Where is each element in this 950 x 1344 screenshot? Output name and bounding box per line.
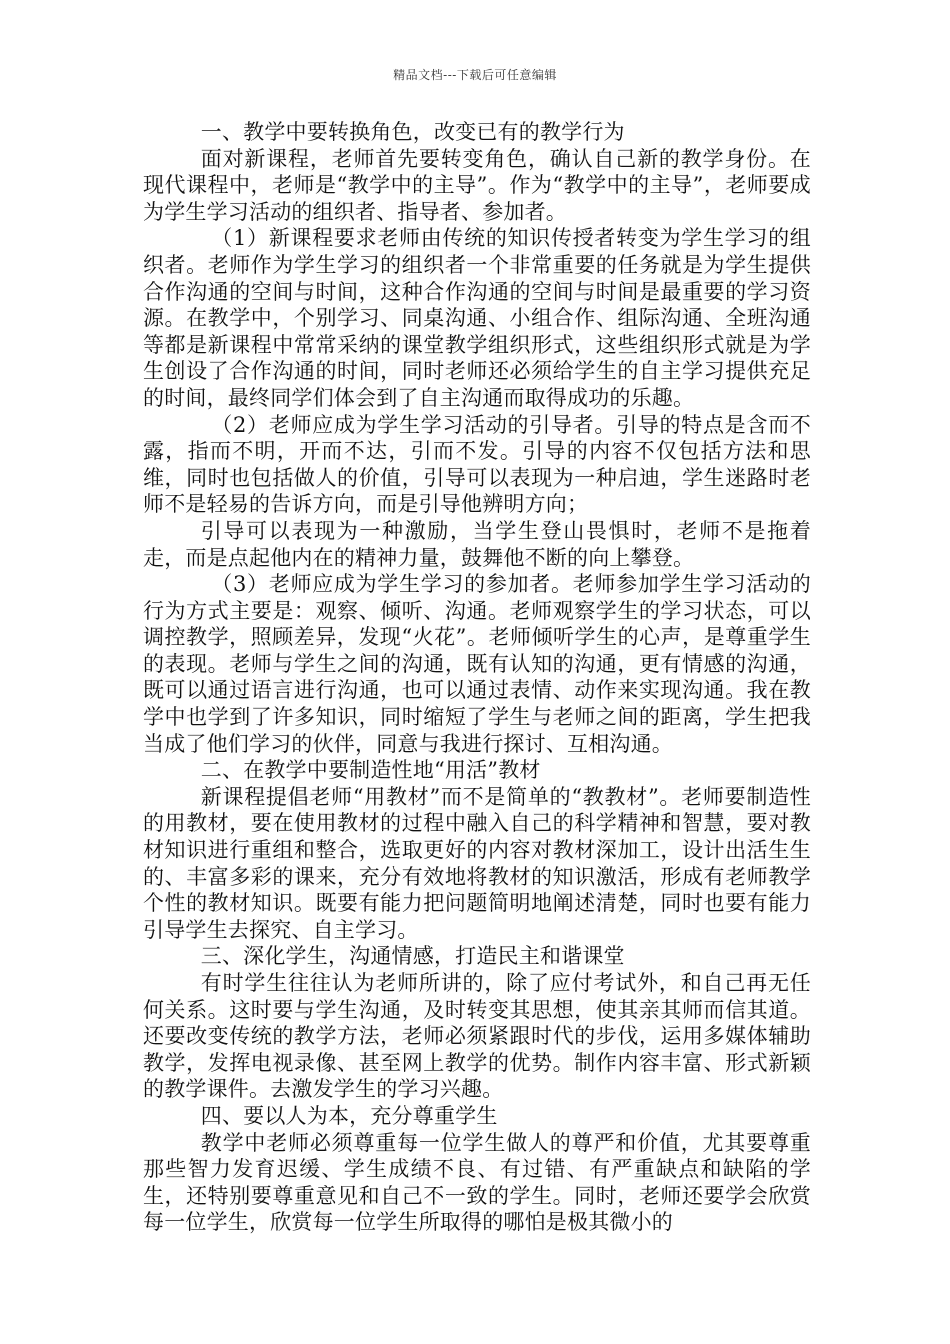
section-heading-2: 二、在教学中要制造性地“用活”教材 xyxy=(200,758,541,783)
section-heading-3: 三、深化学生，沟通情感，打造民主和谐课堂 xyxy=(200,944,625,969)
section-heading-4: 四、要以人为本，充分尊重学生 xyxy=(200,1103,498,1128)
paragraph-textbook: 新课程提倡老师“用教材”而不是简单的“教教材”。老师要制造性的用教材，要在使用教材的过程中融入自己的科学精神和智慧，要对教材知识进行重组和整合，选取更好的内容对教材深加工，设计出活生生的、丰富多彩的课来，充分有效地将教材的知识激活，形成有老师教学个性的教材知识。既要有能力把问题简明地阐述清楚，同时也要有能力引导学生去探究、自主学习。 xyxy=(143,784,811,942)
document-body xyxy=(143,119,811,1236)
page-header: 精品文档---下载后可任意编辑 xyxy=(393,68,557,82)
paragraph-intro: 面对新课程，老师首先要转变角色，确认自己新的教学身份。在现代课程中，老师是“教学中的主导”。作为“教学中的主导”，老师要成为学生学习活动的组织者、指导者、参加者。 xyxy=(143,146,811,224)
section-heading-1: 一、教学中要转换角色，改变已有的教学行为 xyxy=(200,120,625,144)
paragraph-respect: 教学中老师必须尊重每一位学生做人的尊严和价值，尤其要尊重那些智力发育迟缓、学生成绩不良、有过错、有严重缺点和缺陷的学生，还特别要尊重意见和自己不一致的学生。同时，老师还要学会欣赏每一位学生，欣赏每一位学生所取得的哪怕是极其微小的 xyxy=(143,1130,811,1235)
paragraph-guide-continued: 引导可以表现为一种激励，当学生登山畏惧时，老师不是拖着走，而是点起他内在的精神力量，鼓舞他不断的向上攀登。 xyxy=(143,518,811,570)
paragraph-communication: 有时学生往往认为老师所讲的，除了应付考试外，和自己再无任何关系。这时要与学生沟通，及时转变其思想，使其亲其师而信其道。还要改变传统的教学方法，老师必须紧跟时代的步伐，运用多媒体辅助教学，发挥电视录像、甚至网上教学的优势。制作内容丰富、形式新颖的教学课件。去激发学生的学习兴趣。 xyxy=(143,971,811,1102)
paragraph-organizer: （1）新课程要求老师由传统的知识传授者转变为学生学习的组织者。老师作为学生学习的组织者一个非常重要的任务就是为学生提供合作沟通的空间与时间，这种合作沟通的空间与时间是最重要的学习资源。在教学中，个别学习、同桌沟通、小组合作、组际沟通、全班沟通等都是新课程中常常采纳的课堂教学组织形式，这些组织形式就是为学生创设了合作沟通的时间，同时老师还必须给学生的自主学习提供充足的时间，最终同学们体会到了自主沟通而取得成功的乐趣。 xyxy=(143,226,811,410)
paragraph-guide: （2）老师应成为学生学习活动的引导者。引导的特点是含而不露，指而不明，开而不达，引而不发。引导的内容不仅包括方法和思维，同时也包括做人的价值，引导可以表现为一种启迪，学生迷路时老师不是轻易的告诉方向，而是引导他辨明方向； xyxy=(143,412,811,517)
paragraph-participant: （3）老师应成为学生学习的参加者。老师参加学生学习活动的行为方式主要是：观察、倾听、沟通。老师观察学生的学习状态，可以调控教学，照顾差异，发现“火花”。老师倾听学生的心声，是尊重学生的表现。老师与学生之间的沟通，既有认知的沟通，更有情感的沟通，既可以通过语言进行沟通，也可以通过表情、动作来实现沟通。我在教学中也学到了许多知识，同时缩短了学生与老师之间的距离，学生把我当成了他们学习的伙伴，同意与我进行探讨、互相沟通。 xyxy=(143,572,811,756)
